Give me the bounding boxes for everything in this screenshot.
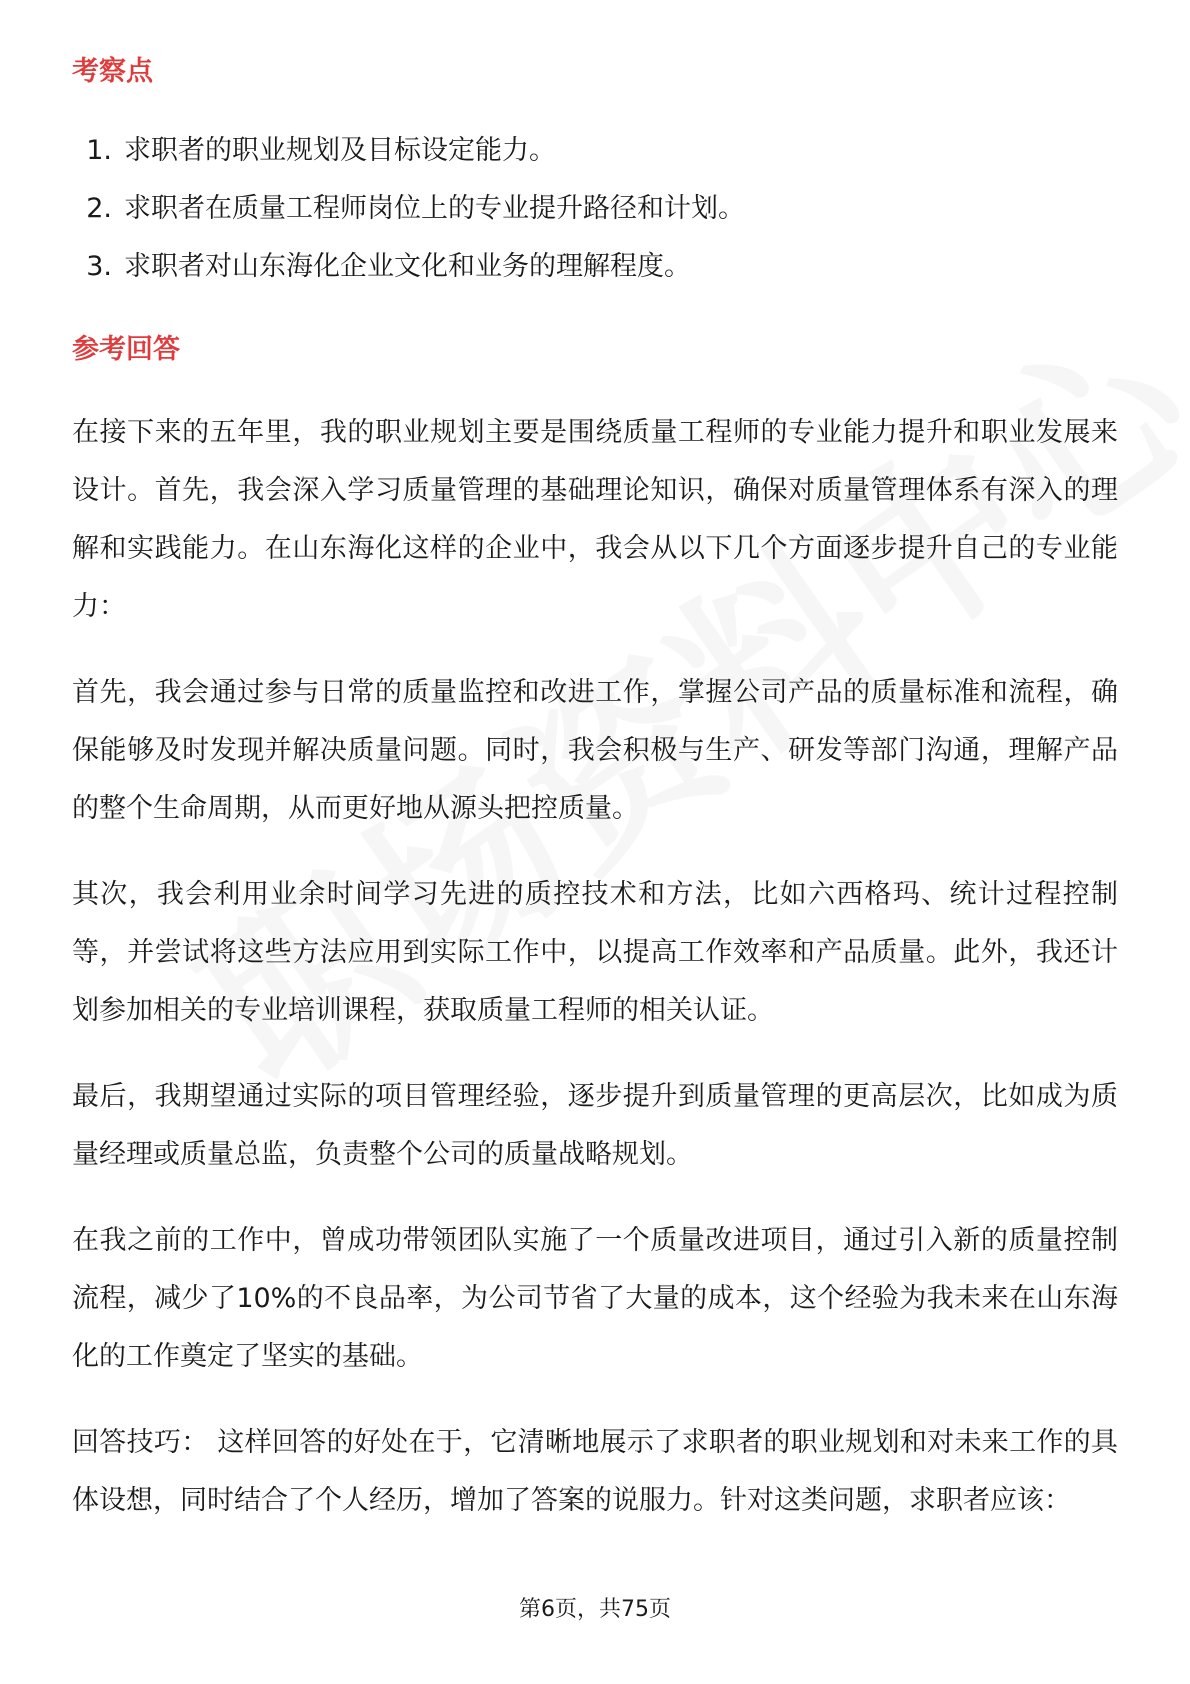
answer-paragraph: 其次，我会利用业余时间学习先进的质控技术和方法，比如六西格玛、统计过程控制等，并尝试将这些方法应用到实际工作中，以提高工作效率和产品质量。此外，我还计划参加相关的专业培训课程，获取质量工程师的相关认证。 [72, 879, 1118, 1026]
list-item-text: 求职者的职业规划及目标设定能力。 [124, 135, 556, 166]
page-footer [0, 1592, 1190, 1623]
answer-paragraph: 在接下来的五年里，我的职业规划主要是围绕质量工程师的专业能力提升和职业发展来设计。首先，我会深入学习质量管理的基础理论知识，确保对质量管理体系有深入的理解和实践能力。在山东海化这样的企业中，我会从以下几个方面逐步提升自己的专业能力： [72, 417, 1118, 622]
examination-points-list [72, 122, 1118, 296]
reference-answer-body [72, 404, 1118, 1530]
page-indicator: 第6页，共75页 [519, 1597, 671, 1622]
list-item-text: 求职者对山东海化企业文化和业务的理解程度。 [124, 251, 691, 282]
answer-paragraph: 最后，我期望通过实际的项目管理经验，逐步提升到质量管理的更高层次，比如成为质量经理或质量总监，负责整个公司的质量战略规划。 [72, 1081, 1118, 1170]
list-item-number: 1. [86, 135, 112, 166]
list-item-number: 2. [86, 193, 112, 224]
answer-paragraph: 首先，我会通过参与日常的质量监控和改进工作，掌握公司产品的质量标准和流程，确保能够及时发现并解决质量问题。同时，我会积极与生产、研发等部门沟通，理解产品的整个生命周期，从而更好地从源头把控质量。 [72, 677, 1118, 824]
list-item [72, 180, 1118, 238]
list-item-number: 3. [86, 251, 112, 282]
section-heading-reference-answer: 参考回答 [72, 334, 180, 365]
section-heading-examination-points: 考察点 [72, 56, 153, 87]
page-content [72, 40, 1118, 1558]
list-item-text: 求职者在质量工程师岗位上的专业提升路径和计划。 [124, 193, 745, 224]
answer-tips-paragraph: 回答技巧： 这样回答的好处在于，它清晰地展示了求职者的职业规划和对未来工作的具体设想，同时结合了个人经历，增加了答案的说服力。针对这类问题，求职者应该： [72, 1427, 1118, 1516]
list-item [72, 238, 1118, 296]
answer-paragraph: 在我之前的工作中，曾成功带领团队实施了一个质量改进项目，通过引入新的质量控制流程，减少了10%的不良品率，为公司节省了大量的成本，这个经验为我未来在山东海化的工作奠定了坚实的基础。 [72, 1225, 1118, 1372]
list-item [72, 122, 1118, 180]
